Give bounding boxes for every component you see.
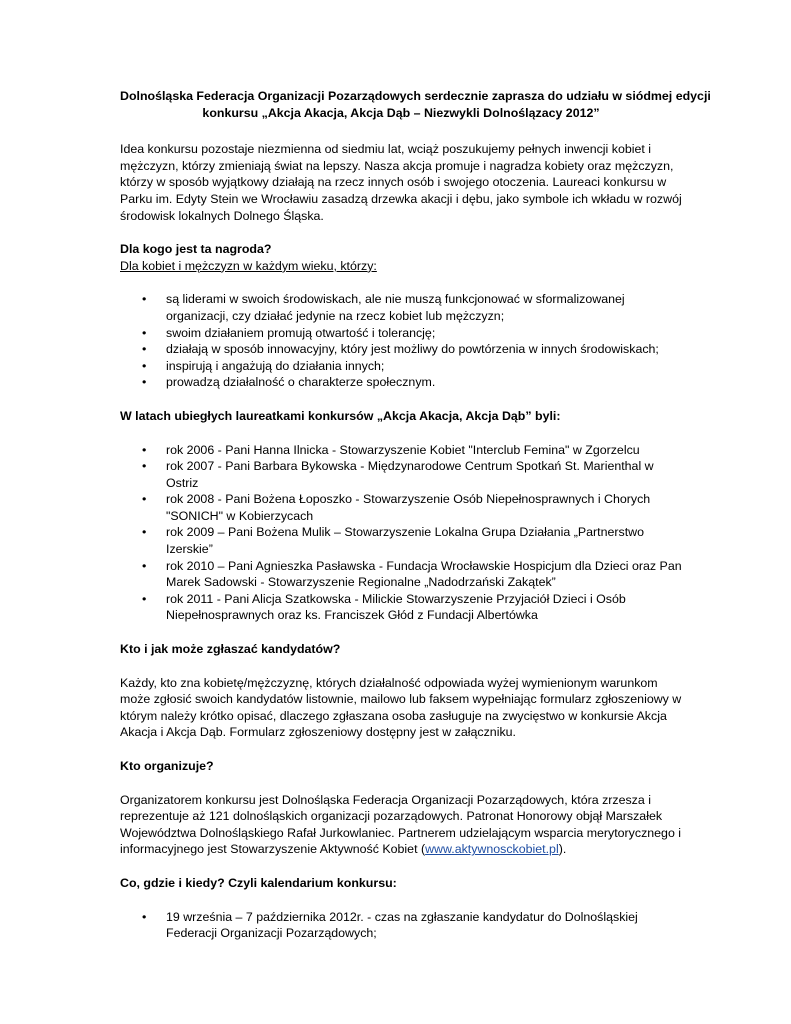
bullet-icon: • bbox=[142, 358, 147, 373]
list-item: • działają w sposób innowacyjny, który jest możliwy do powtórzenia w innych środowiskach; bbox=[142, 342, 659, 357]
list-item: • są liderami w swoich środowiskach, ale nie muszą funkcjonować w sformalizowanej organizacji, czy działać jedynie na rzecz kobiet lub mężczyzn; bbox=[142, 292, 625, 323]
bullet-icon: • bbox=[142, 292, 147, 307]
bullet-icon: • bbox=[142, 525, 147, 540]
list-item: • rok 2008 - Pani Bożena Łoposzko - Stowarzyszenie Osób Niepełnosprawnych i Chorych "SONICH" w Kobierzycach bbox=[142, 492, 651, 523]
list-item: • inspirują i angażują do działania innych; bbox=[142, 358, 385, 373]
bullet-icon: • bbox=[142, 459, 147, 474]
who-list bbox=[120, 291, 682, 391]
nominate-paragraph: Każdy, kto zna kobietę/mężczyznę, których działalność odpowiada wyżej wymienionym warunkom może zgłosić swoich kandydatów listownie, mailowo lub faksem wypełniając formularz zgłoszeniowy w którym należy krótko opisać, dlaczego zgłaszana osoba zasługuje na zwycięstwo w konkursie Akcja Akacja i Akcja Dąb. Formularz zgłoszeniowy dostępny jest w załączniku. bbox=[120, 675, 682, 740]
bullet-icon: • bbox=[142, 558, 147, 573]
list-item: • 19 września – 7 października 2012r. - czas na zgłaszanie kandydatur do Dolnośląskiej Federacji Organizacji Pozarządowych; bbox=[142, 909, 638, 941]
bullet-icon: • bbox=[142, 492, 147, 507]
title-line-2: konkursu „Akcja Akacja, Akcja Dąb – Niezwykli Dolnoślązacy 2012” bbox=[202, 105, 600, 120]
website-link[interactable]: www.aktywnosckobiet.pl bbox=[425, 842, 559, 857]
document-content bbox=[120, 88, 711, 959]
bullet-icon: • bbox=[142, 325, 147, 340]
document-title bbox=[120, 88, 711, 121]
list-item: • rok 2009 – Pani Bożena Mulik – Stowarzyszenie Lokalna Grupa Działania „Partnerstwo Izerskie” bbox=[142, 525, 644, 557]
bullet-icon: • bbox=[142, 442, 147, 457]
organizer-paragraph: Organizatorem konkursu jest Dolnośląska Federacja Organizacji Pozarządowych, która zrzesza i reprezentuje aż 121 dolnośląskich organizacji pozarządowych. Patronat Honorowy objął Marszałek Województwa Dolnośląskiego Rafał Jurkowlaniec. Partnerem udzielającym wsparcia merytorycznego i informacyjnego jest Stowarzyszenie Aktywność Kobiet (www.aktywnosckobiet.pl). bbox=[120, 792, 682, 857]
organizer-heading: Kto organizuje? bbox=[120, 759, 214, 773]
laureates-heading: W latach ubiegłych laureatkami konkursów „Akcja Akacja, Akcja Dąb” byli: bbox=[120, 408, 561, 423]
bullet-icon: • bbox=[142, 342, 147, 357]
bullet-icon: • bbox=[142, 909, 147, 924]
bullet-icon: • bbox=[142, 591, 147, 606]
who-heading: Dla kogo jest ta nagroda? bbox=[120, 242, 272, 257]
nominate-heading: Kto i jak może zgłaszać kandydatów? bbox=[120, 642, 341, 657]
list-item: • prowadzą działalność o charakterze społecznym. bbox=[142, 375, 436, 390]
title-line-1: Dolnośląska Federacja Organizacji Pozarządowych serdecznie zaprasza do udziału w siódmej edycji bbox=[120, 89, 711, 103]
list-item: • rok 2007 - Pani Barbara Bykowska - Międzynarodowe Centrum Spotkań St. Marienthal w Ostriz bbox=[142, 459, 654, 490]
intro-paragraph: Idea konkursu pozostaje niezmienna od siedmiu lat, wciąż poszukujemy pełnych inwencji kobiet i mężczyzn, którzy zmieniają świat na lepszy. Nasza akcja promuje i nagradza kobiety oraz mężczyzn, którzy w sposób wyjątkowy działają na rzecz innych osób i swojego otoczenia. Laureaci konkursu w Parku im. Edyty Stein we Wrocławiu zasadzą drzewka akacji i dębu, jako symbole ich wkładu w rozwój środowisk lokalnych Dolnego Śląska. bbox=[120, 142, 682, 223]
list-item: • swoim działaniem promują otwartość i tolerancję; bbox=[142, 325, 436, 340]
bullet-icon: • bbox=[142, 375, 147, 390]
calendar-list bbox=[120, 909, 682, 942]
calendar-heading: Co, gdzie i kiedy? Czyli kalendarium konkursu: bbox=[120, 875, 397, 890]
who-subheading: Dla kobiet i mężczyzn w każdym wieku, którzy: bbox=[120, 258, 377, 273]
list-item: • rok 2011 - Pani Alicja Szatkowska - Milickie Stowarzyszenie Przyjaciół Dzieci i Osób Niepełnosprawnych oraz ks. Franciszek Głód z Fundacji Albertówka bbox=[142, 591, 626, 623]
list-item: • rok 2010 – Pani Agnieszka Pasławska - Fundacja Wrocławskie Hospicjum dla Dzieci oraz Pan Marek Sadowski - Stowarzyszenie Regionalne „Nadodrzański Zakątek” bbox=[142, 558, 682, 590]
laureates-list bbox=[120, 442, 682, 625]
list-item: • rok 2006 - Pani Hanna Ilnicka - Stowarzyszenie Kobiet "Interclub Femina" w Zgorzelcu bbox=[142, 442, 640, 457]
